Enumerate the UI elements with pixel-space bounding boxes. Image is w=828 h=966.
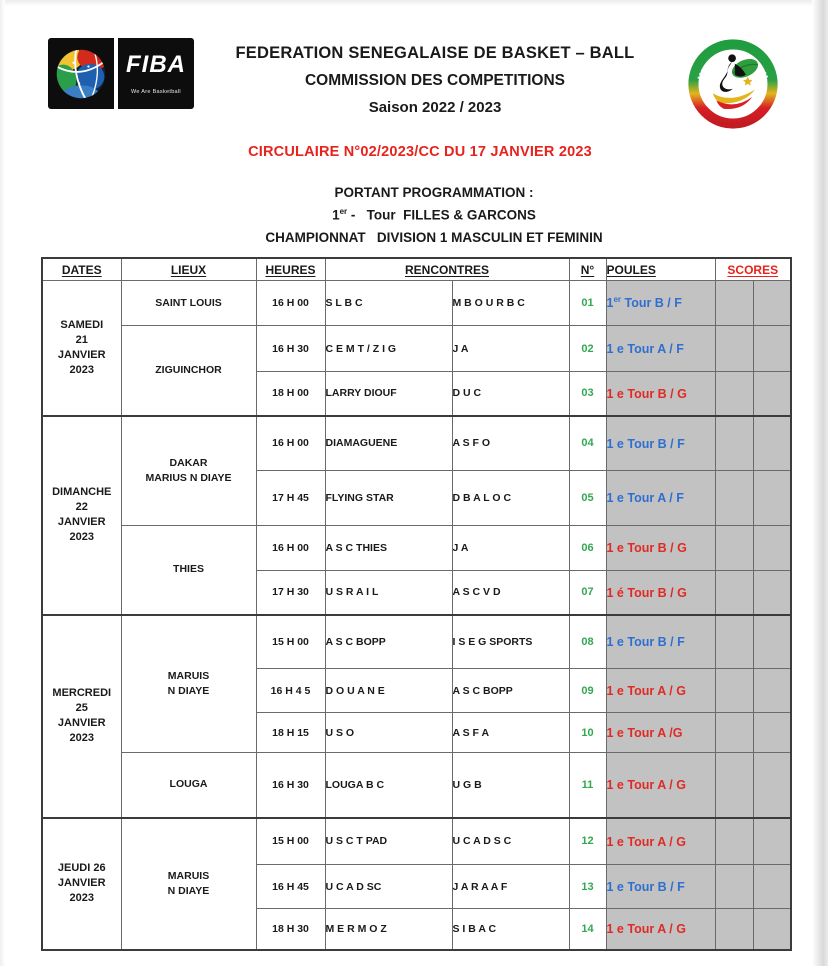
photo-edge (0, 0, 5, 966)
poule-text: 1 e (606, 778, 624, 793)
header-dates: DATES (42, 258, 121, 281)
score-cell (753, 818, 791, 865)
match-number-cell: 14 (569, 909, 606, 950)
fsbb-acronym: FSBB (723, 118, 743, 124)
score-cell (715, 571, 753, 615)
time-cell: 17 H 45 (256, 471, 325, 526)
time-cell: 16 H 30 (256, 326, 325, 372)
poule-text: Tour A / G (623, 922, 686, 937)
away-team-cell: D B A L O C (452, 471, 569, 526)
poule-cell (606, 909, 715, 950)
score-cell (753, 416, 791, 471)
home-team-cell: U S R A I L (325, 571, 452, 615)
circulaire-title: CIRCULAIRE N°02/2023/CC DU 17 JANVIER 2023 (248, 144, 592, 160)
venue-cell (121, 818, 256, 950)
poule-text: Tour A / G (623, 778, 686, 793)
org-title-line1: FEDERATION SENEGALAISE DE BASKET – BALL (235, 44, 635, 62)
poule-text: 1 (606, 296, 614, 311)
table-row (42, 281, 791, 326)
match-number-cell: 07 (569, 571, 606, 615)
away-team-cell: S I B A C (452, 909, 569, 950)
time-cell: 16 H 45 (256, 865, 325, 909)
fiba-basketball-globe-icon (48, 38, 114, 109)
table-row (42, 753, 791, 818)
home-team-cell: LARRY DIOUF (325, 372, 452, 416)
date-line: 2023 (69, 531, 94, 543)
home-team-cell: U S C T PAD (325, 818, 452, 865)
subject-line3: CHAMPIONNAT DIVISION 1 MASCULIN ET FEMININ (265, 229, 603, 245)
poule-text: Tour B / G (623, 585, 687, 600)
home-team-cell: S L B C (325, 281, 452, 326)
date-line: SAMEDI (60, 318, 104, 331)
poule-cell (606, 571, 715, 615)
away-team-cell: D U C (452, 372, 569, 416)
venue-line: ZIGUINCHOR (155, 363, 222, 376)
table-row (42, 526, 791, 571)
home-team-cell: A S C BOPP (325, 615, 452, 669)
date-line: 21 (75, 333, 88, 346)
poule-text: 1 e (606, 726, 624, 741)
away-team-cell: J A (452, 326, 569, 372)
time-cell: 16 H 00 (256, 526, 325, 571)
poule-cell (606, 372, 715, 416)
away-team-cell: I S E G SPORTS (452, 615, 569, 669)
score-cell (715, 281, 753, 326)
poule-text: Tour B / F (623, 880, 685, 895)
fiba-tagline: We Are Basketball (131, 88, 181, 95)
poule-text: Tour B / F (623, 436, 685, 451)
date-line: JANVIER (57, 717, 106, 729)
away-team-cell: U G B (452, 753, 569, 818)
date-cell (42, 615, 121, 818)
home-team-cell: M E R M O Z (325, 909, 452, 950)
header-num: N° (569, 258, 606, 281)
away-team-cell: J A (452, 526, 569, 571)
score-cell (753, 865, 791, 909)
poule-text: 1 e (606, 922, 624, 937)
time-cell: 18 H 30 (256, 909, 325, 950)
poule-cell (606, 713, 715, 753)
subject-line2-sup: er (339, 207, 348, 216)
poule-text: Tour A / G (623, 834, 686, 849)
org-title-line3: Saison 2022 / 2023 (368, 99, 502, 116)
poule-cell (606, 416, 715, 471)
poule-text: Tour A / F (623, 342, 684, 357)
poule-text: Tour B / F (623, 635, 685, 650)
time-cell: 17 H 30 (256, 571, 325, 615)
venue-line: SAINT LOUIS (155, 296, 222, 309)
date-cell (42, 416, 121, 615)
table-row (42, 615, 791, 669)
venue-cell (121, 416, 256, 526)
date-line: 2023 (69, 363, 94, 376)
poule-text: 1 é (606, 585, 624, 600)
score-cell (715, 865, 753, 909)
score-cell (753, 571, 791, 615)
poule-text: 1 e (606, 541, 624, 556)
photo-edge (812, 0, 828, 966)
header-heures: HEURES (256, 258, 325, 281)
score-cell (715, 526, 753, 571)
table-row (42, 818, 791, 865)
match-number-cell: 09 (569, 669, 606, 713)
home-team-cell: U S O (325, 713, 452, 753)
poule-cell (606, 281, 715, 326)
venue-cell (121, 526, 256, 615)
score-cell (753, 909, 791, 950)
time-cell: 15 H 00 (256, 615, 325, 669)
match-number-cell: 08 (569, 615, 606, 669)
away-team-cell: M B O U R B C (452, 281, 569, 326)
poule-text: Tour B / G (623, 386, 687, 401)
table-row (42, 416, 791, 471)
home-team-cell: LOUGA B C (325, 753, 452, 818)
score-cell (753, 281, 791, 326)
venue-cell (121, 615, 256, 753)
match-number-cell: 11 (569, 753, 606, 818)
time-cell: 16 H 4 5 (256, 669, 325, 713)
date-line: JANVIER (57, 877, 106, 889)
home-team-cell: A S C THIES (325, 526, 452, 571)
venue-line: MARIUS N DIAYE (145, 471, 232, 484)
home-team-cell: C E M T / Z I G (325, 326, 452, 372)
poule-text: Tour A / F (623, 491, 684, 506)
away-team-cell: A S C V D (452, 571, 569, 615)
away-team-cell: A S F A (452, 713, 569, 753)
venue-line: MARUIS (167, 869, 210, 882)
match-number-cell: 13 (569, 865, 606, 909)
score-cell (715, 753, 753, 818)
poule-text: 1 e (606, 436, 624, 451)
time-cell: 16 H 00 (256, 416, 325, 471)
header-lieux: LIEUX (121, 258, 256, 281)
poule-cell (606, 865, 715, 909)
home-team-cell: D O U A N E (325, 669, 452, 713)
score-cell (715, 471, 753, 526)
score-cell (715, 372, 753, 416)
subject-line2-rest: - Tour FILLES & GARCONS (347, 207, 536, 223)
date-line: DIMANCHE (52, 486, 112, 498)
poule-text: 1 e (606, 386, 624, 401)
header-rencontres: RENCONTRES (325, 258, 569, 281)
subject-block (114, 178, 754, 245)
poule-cell (606, 615, 715, 669)
poule-text: 1 e (606, 880, 624, 895)
subject-line2 (114, 207, 754, 223)
schedule-table (41, 257, 792, 951)
table-row (42, 326, 791, 372)
header-scores: SCORES (715, 258, 791, 281)
venue-line: DAKAR (169, 456, 208, 469)
date-line: 2023 (69, 732, 94, 744)
poule-text: Tour A /G (623, 726, 683, 741)
subject-line1: PORTANT PROGRAMMATION : (334, 185, 534, 200)
photo-edge (0, 0, 828, 6)
poule-cell (606, 326, 715, 372)
match-number-cell: 05 (569, 471, 606, 526)
subject-line2-pre: 1 (332, 207, 340, 223)
time-cell: 18 H 00 (256, 372, 325, 416)
score-cell (715, 818, 753, 865)
score-cell (753, 471, 791, 526)
poule-text: 1 e (606, 834, 624, 849)
date-line: JANVIER (57, 516, 106, 528)
score-cell (753, 669, 791, 713)
date-cell (42, 818, 121, 950)
venue-line: THIES (173, 563, 204, 576)
poule-text: 1 e (606, 684, 624, 699)
header-poules: POULES (606, 258, 715, 281)
venue-line: MARUIS (167, 669, 210, 682)
venue-line: LOUGA (169, 778, 208, 791)
venue-cell (121, 281, 256, 326)
score-cell (753, 753, 791, 818)
date-line: 22 (75, 501, 88, 513)
match-number-cell: 04 (569, 416, 606, 471)
time-cell: 15 H 00 (256, 818, 325, 865)
score-cell (715, 615, 753, 669)
away-team-cell: A S F O (452, 416, 569, 471)
time-cell: 16 H 00 (256, 281, 325, 326)
poule-text: Tour B / F (621, 296, 682, 311)
score-cell (715, 909, 753, 950)
time-cell: 16 H 30 (256, 753, 325, 818)
match-number-cell: 03 (569, 372, 606, 416)
score-cell (715, 416, 753, 471)
poule-text: 1 e (606, 635, 624, 650)
match-number-cell: 06 (569, 526, 606, 571)
venue-line: N DIAYE (167, 684, 210, 697)
match-number-cell: 02 (569, 326, 606, 372)
poule-text: 1 e (606, 491, 624, 506)
score-cell (753, 615, 791, 669)
home-team-cell: DIAMAGUENE (325, 416, 452, 471)
poule-cell (606, 526, 715, 571)
poule-cell (606, 669, 715, 713)
poule-text: Tour A / G (623, 684, 686, 699)
home-team-cell: FLYING STAR (325, 471, 452, 526)
match-number-cell: 01 (569, 281, 606, 326)
poule-cell (606, 753, 715, 818)
time-cell: 18 H 15 (256, 713, 325, 753)
date-line: MERCREDI (52, 687, 112, 699)
fiba-wordmark: FIBA (126, 50, 186, 78)
org-title-line2: COMMISSION DES COMPETITIONS (304, 72, 566, 89)
score-cell (753, 326, 791, 372)
match-number-cell: 10 (569, 713, 606, 753)
poule-cell (606, 471, 715, 526)
venue-cell (121, 326, 256, 416)
score-cell (753, 372, 791, 416)
poule-text: 1 e (606, 342, 624, 357)
date-line: JEUDI 26 (57, 862, 106, 874)
away-team-cell: J A R A A F (452, 865, 569, 909)
away-team-cell: A S C BOPP (452, 669, 569, 713)
document-header (130, 44, 740, 116)
date-cell (42, 281, 121, 416)
score-cell (753, 526, 791, 571)
date-line: JANVIER (57, 348, 106, 361)
match-number-cell: 12 (569, 818, 606, 865)
away-team-cell: U C A D S C (452, 818, 569, 865)
venue-cell (121, 753, 256, 818)
home-team-cell: U C A D SC (325, 865, 452, 909)
poule-sup: er (613, 295, 622, 305)
date-line: 25 (75, 702, 88, 714)
venue-line: N DIAYE (167, 884, 210, 897)
score-cell (715, 326, 753, 372)
poule-cell (606, 818, 715, 865)
score-cell (715, 713, 753, 753)
table-header-row (42, 258, 791, 281)
score-cell (715, 669, 753, 713)
score-cell (753, 713, 791, 753)
date-line: 2023 (69, 892, 94, 904)
poule-text: Tour B / G (623, 541, 687, 556)
